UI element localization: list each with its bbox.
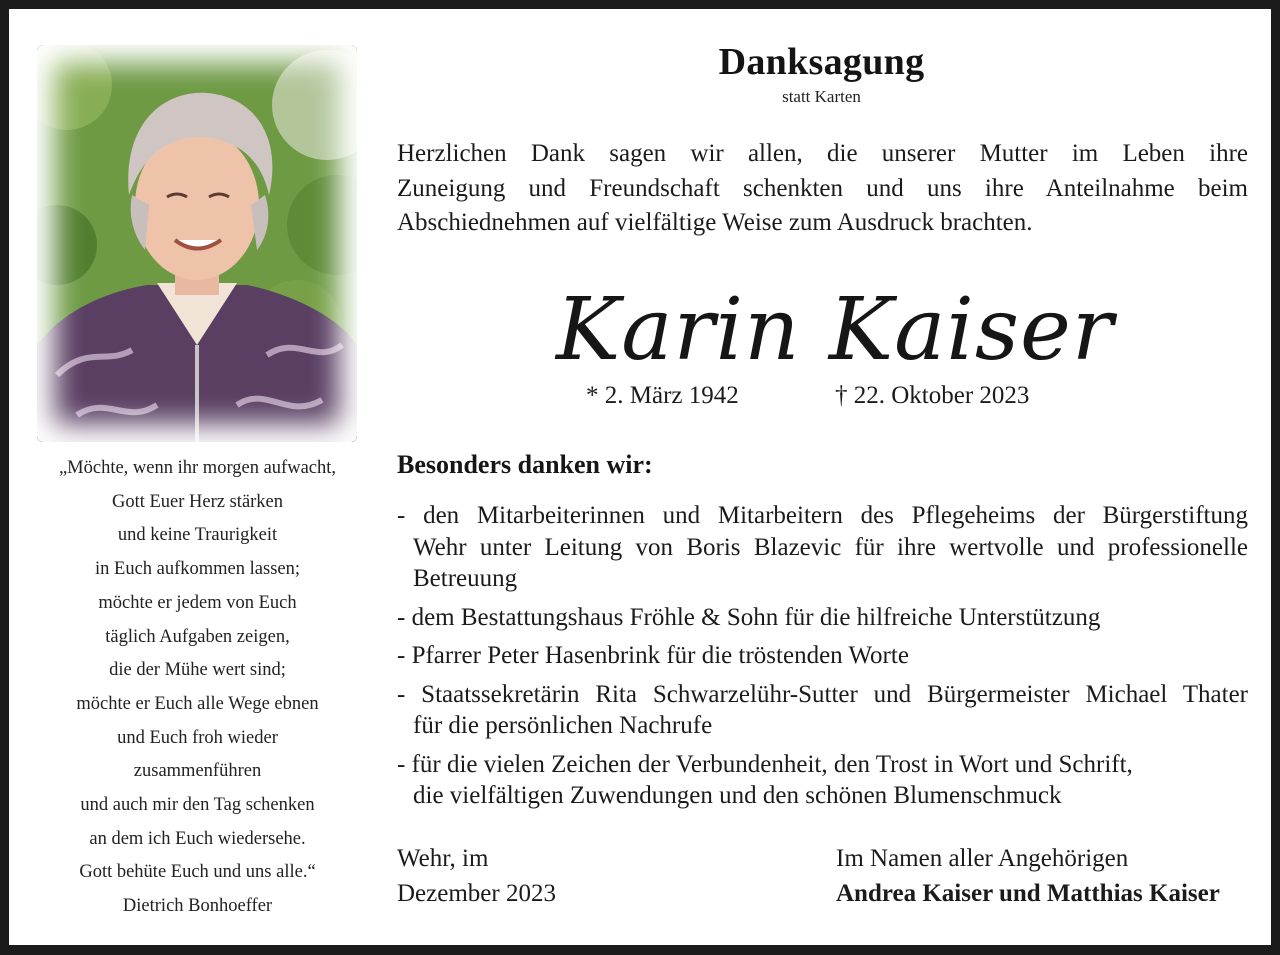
thanks-line: - Pfarrer Peter Hasenbrink für die tröstenden Worte xyxy=(397,642,909,669)
birth-date: * 2. März 1942 xyxy=(586,382,739,409)
intro-text xyxy=(397,137,1248,241)
poem-line: und Euch froh wieder xyxy=(117,727,278,748)
page-title: Danksagung xyxy=(718,41,925,83)
thanks-line: die vielfältigen Zuwendungen und den schönen Blumenschmuck xyxy=(413,782,1062,809)
portrait-photo xyxy=(37,45,357,442)
poem-line: in Euch aufkommen lassen; xyxy=(95,559,300,580)
poem-line: Gott Euer Herz stärken xyxy=(111,491,284,512)
page-subtitle: statt Karten xyxy=(782,87,861,106)
thanks-item xyxy=(397,749,1248,812)
intro-line: Abschiednehmen auf vielfältige Weise zum Ausdruck brachten. xyxy=(397,209,1033,236)
death-date: † 22. Oktober 2023 xyxy=(835,382,1030,409)
thanks-item xyxy=(397,500,1248,595)
photo-vignette xyxy=(37,45,357,442)
thanks-line: - Staatssekretärin Rita Schwarzelühr-Sutter und Bürgermeister Michael Thater xyxy=(397,680,1248,708)
intro-line: Zuneigung und Freundschaft schenkten und uns ihre Anteilnahme beim xyxy=(397,174,1248,202)
thanks-line: - für die vielen Zeichen der Verbundenheit, den Trost in Wort und Schrift, xyxy=(397,750,1133,778)
poem-line: möchte er jedem von Euch xyxy=(98,592,297,613)
thanks-line: - dem Bestattungshaus Fröhle & Sohn für die hilfreiche Unterstützung xyxy=(397,603,1101,631)
poem-line: die der Mühe wert sind; xyxy=(109,660,286,681)
thanks-line: Wehr unter Leitung von Boris Blazevic für ihre wertvolle und professionelle xyxy=(413,533,1248,561)
poem-line: und keine Traurigkeit xyxy=(117,525,278,546)
thanks-line: - den Mitarbeiterinnen und Mitarbeitern des Pflegeheims der Bürgerstiftung xyxy=(397,502,1248,529)
intro-line: Herzlichen Dank sagen wir allen, die unserer Mutter im Leben ihre xyxy=(397,140,1248,167)
poem-line: Gott behüte Euch und uns alle.“ xyxy=(79,862,316,883)
thanks-item xyxy=(397,602,1248,634)
thanks-line: Betreuung xyxy=(413,565,518,592)
closing-place: Wehr, im xyxy=(397,845,489,872)
thanks-item xyxy=(397,679,1248,742)
poem-line: an dem ich Euch wiedersehe. xyxy=(89,828,306,849)
poem-line: täglich Aufgaben zeigen, xyxy=(105,626,290,647)
signer-label: Im Namen aller Angehörigen xyxy=(836,845,1129,872)
thanks-list xyxy=(397,500,1248,819)
poem-line: „Möchte, wenn ihr morgen aufwacht, xyxy=(58,458,337,478)
poem-line: und auch mir den Tag schenken xyxy=(80,795,315,816)
signer-names: Andrea Kaiser und Matthias Kaiser xyxy=(836,880,1220,907)
thanks-line: für die persönlichen Nachrufe xyxy=(413,712,713,739)
poem-line: zusammenführen xyxy=(133,761,262,782)
thanks-heading: Besonders danken wir: xyxy=(397,450,653,479)
closing-date: Dezember 2023 xyxy=(397,880,556,907)
thanks-item xyxy=(397,640,1248,672)
deceased-name: Karin Kaiser xyxy=(555,280,1115,380)
poem-author: Dietrich Bonhoeffer xyxy=(122,896,273,917)
poem xyxy=(30,452,365,924)
poem-line: möchte er Euch alle Wege ebnen xyxy=(76,693,319,714)
